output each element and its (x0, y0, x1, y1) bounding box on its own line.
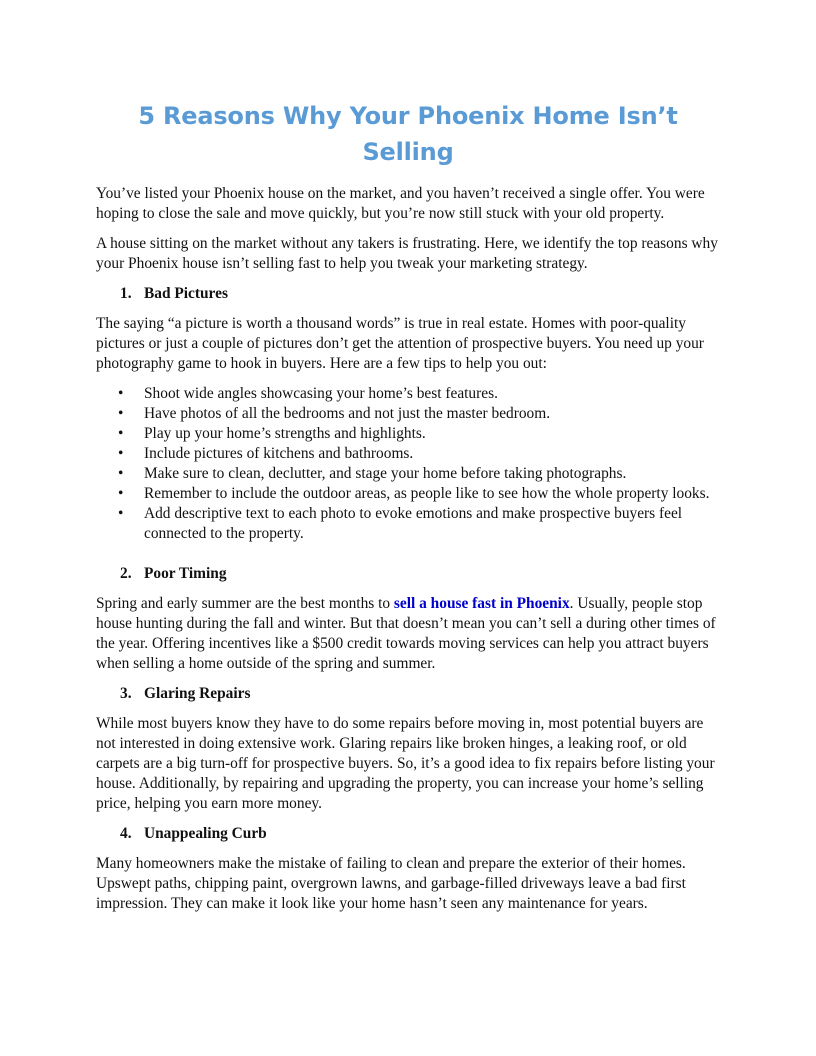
section-heading-poor-timing (96, 564, 720, 584)
list-item: • Remember to include the outdoor areas, as people like to see how the whole property looks. (118, 485, 710, 502)
list-item: • Shoot wide angles showcasing your home’s best features. (118, 385, 498, 402)
section-heading-text: Bad Pictures (144, 285, 228, 302)
photo-tips-list (96, 384, 720, 544)
list-item: • Add descriptive text to each photo to evoke emotions and make prospective buyers feel connected to the property. (118, 505, 683, 542)
section-heading-bad-pictures (96, 284, 720, 304)
page-title: 5 Reasons Why Your Phoenix Home Isn’t Selling (138, 102, 678, 166)
section-heading-unappealing-curb (96, 824, 720, 844)
list-item: • Include pictures of kitchens and bathrooms. (118, 445, 414, 462)
section-number: 2. (120, 565, 132, 582)
section-heading-text: Poor Timing (144, 565, 227, 582)
section-heading-glaring-repairs (96, 684, 720, 704)
section-heading-text: Glaring Repairs (144, 685, 251, 702)
section-body-bad-pictures: The saying “a picture is worth a thousand words” is true in real estate. Homes with poor-quality pictures or just a couple of pictures don’t get the attention of prospective buyers. You need up your photography game to hook in buyers. Here are a few tips to help you out: (96, 315, 704, 372)
bullet-icon: • (118, 445, 124, 462)
bullet-icon: • (118, 385, 124, 402)
document-page (96, 96, 720, 924)
section-number: 4. (120, 825, 132, 842)
section-number: 1. (120, 285, 132, 302)
section-body-unappealing-curb: Many homeowners make the mistake of failing to clean and prepare the exterior of their homes. Upswept paths, chipping paint, overgrown lawns, and garbage-filled driveways leave a bad first impression. They can make it look like your home hasn’t seen any maintenance for years. (96, 855, 686, 912)
bullet-icon: • (118, 505, 124, 522)
bullet-icon: • (118, 425, 124, 442)
section-heading-text: Unappealing Curb (144, 825, 267, 842)
list-item: • Have photos of all the bedrooms and not just the master bedroom. (118, 405, 551, 422)
intro-paragraph-2: A house sitting on the market without any takers is frustrating. Here, we identify the top reasons why your Phoenix house isn’t selling fast to help you tweak your marketing strategy. (96, 235, 718, 272)
section-body-poor-timing: Spring and early summer are the best months to sell a house fast in Phoenix. Usually, people stop house hunting during the fall and winter. But that doesn’t mean you can’t sell a during other times of the year. Offering incentives like a $500 credit towards moving services can help you attract buyers when selling a home outside of the spring and summer. (96, 595, 716, 672)
bullet-icon: • (118, 465, 124, 482)
section-number: 3. (120, 685, 132, 702)
bullet-icon: • (118, 485, 124, 502)
bullet-icon: • (118, 405, 124, 422)
section-body-glaring-repairs: While most buyers know they have to do some repairs before moving in, most potential buyers are not interested in doing extensive work. Glaring repairs like broken hinges, a leaking roof, or old carpets are a big turn-off for prospective buyers. So, it’s a good idea to fix repairs before listing your house. Additionally, by repairing and upgrading the property, you can increase your home’s selling price, helping you earn more money. (96, 715, 715, 812)
intro-paragraph-1: You’ve listed your Phoenix house on the market, and you haven’t received a single offer. You were hoping to close the sale and move quickly, but you’re now still stuck with your old property. (96, 185, 705, 222)
sell-house-fast-link[interactable]: sell a house fast in Phoenix (393, 595, 570, 612)
list-item: • Make sure to clean, declutter, and stage your home before taking photographs. (118, 465, 627, 482)
list-item: • Play up your home’s strengths and highlights. (118, 425, 426, 442)
